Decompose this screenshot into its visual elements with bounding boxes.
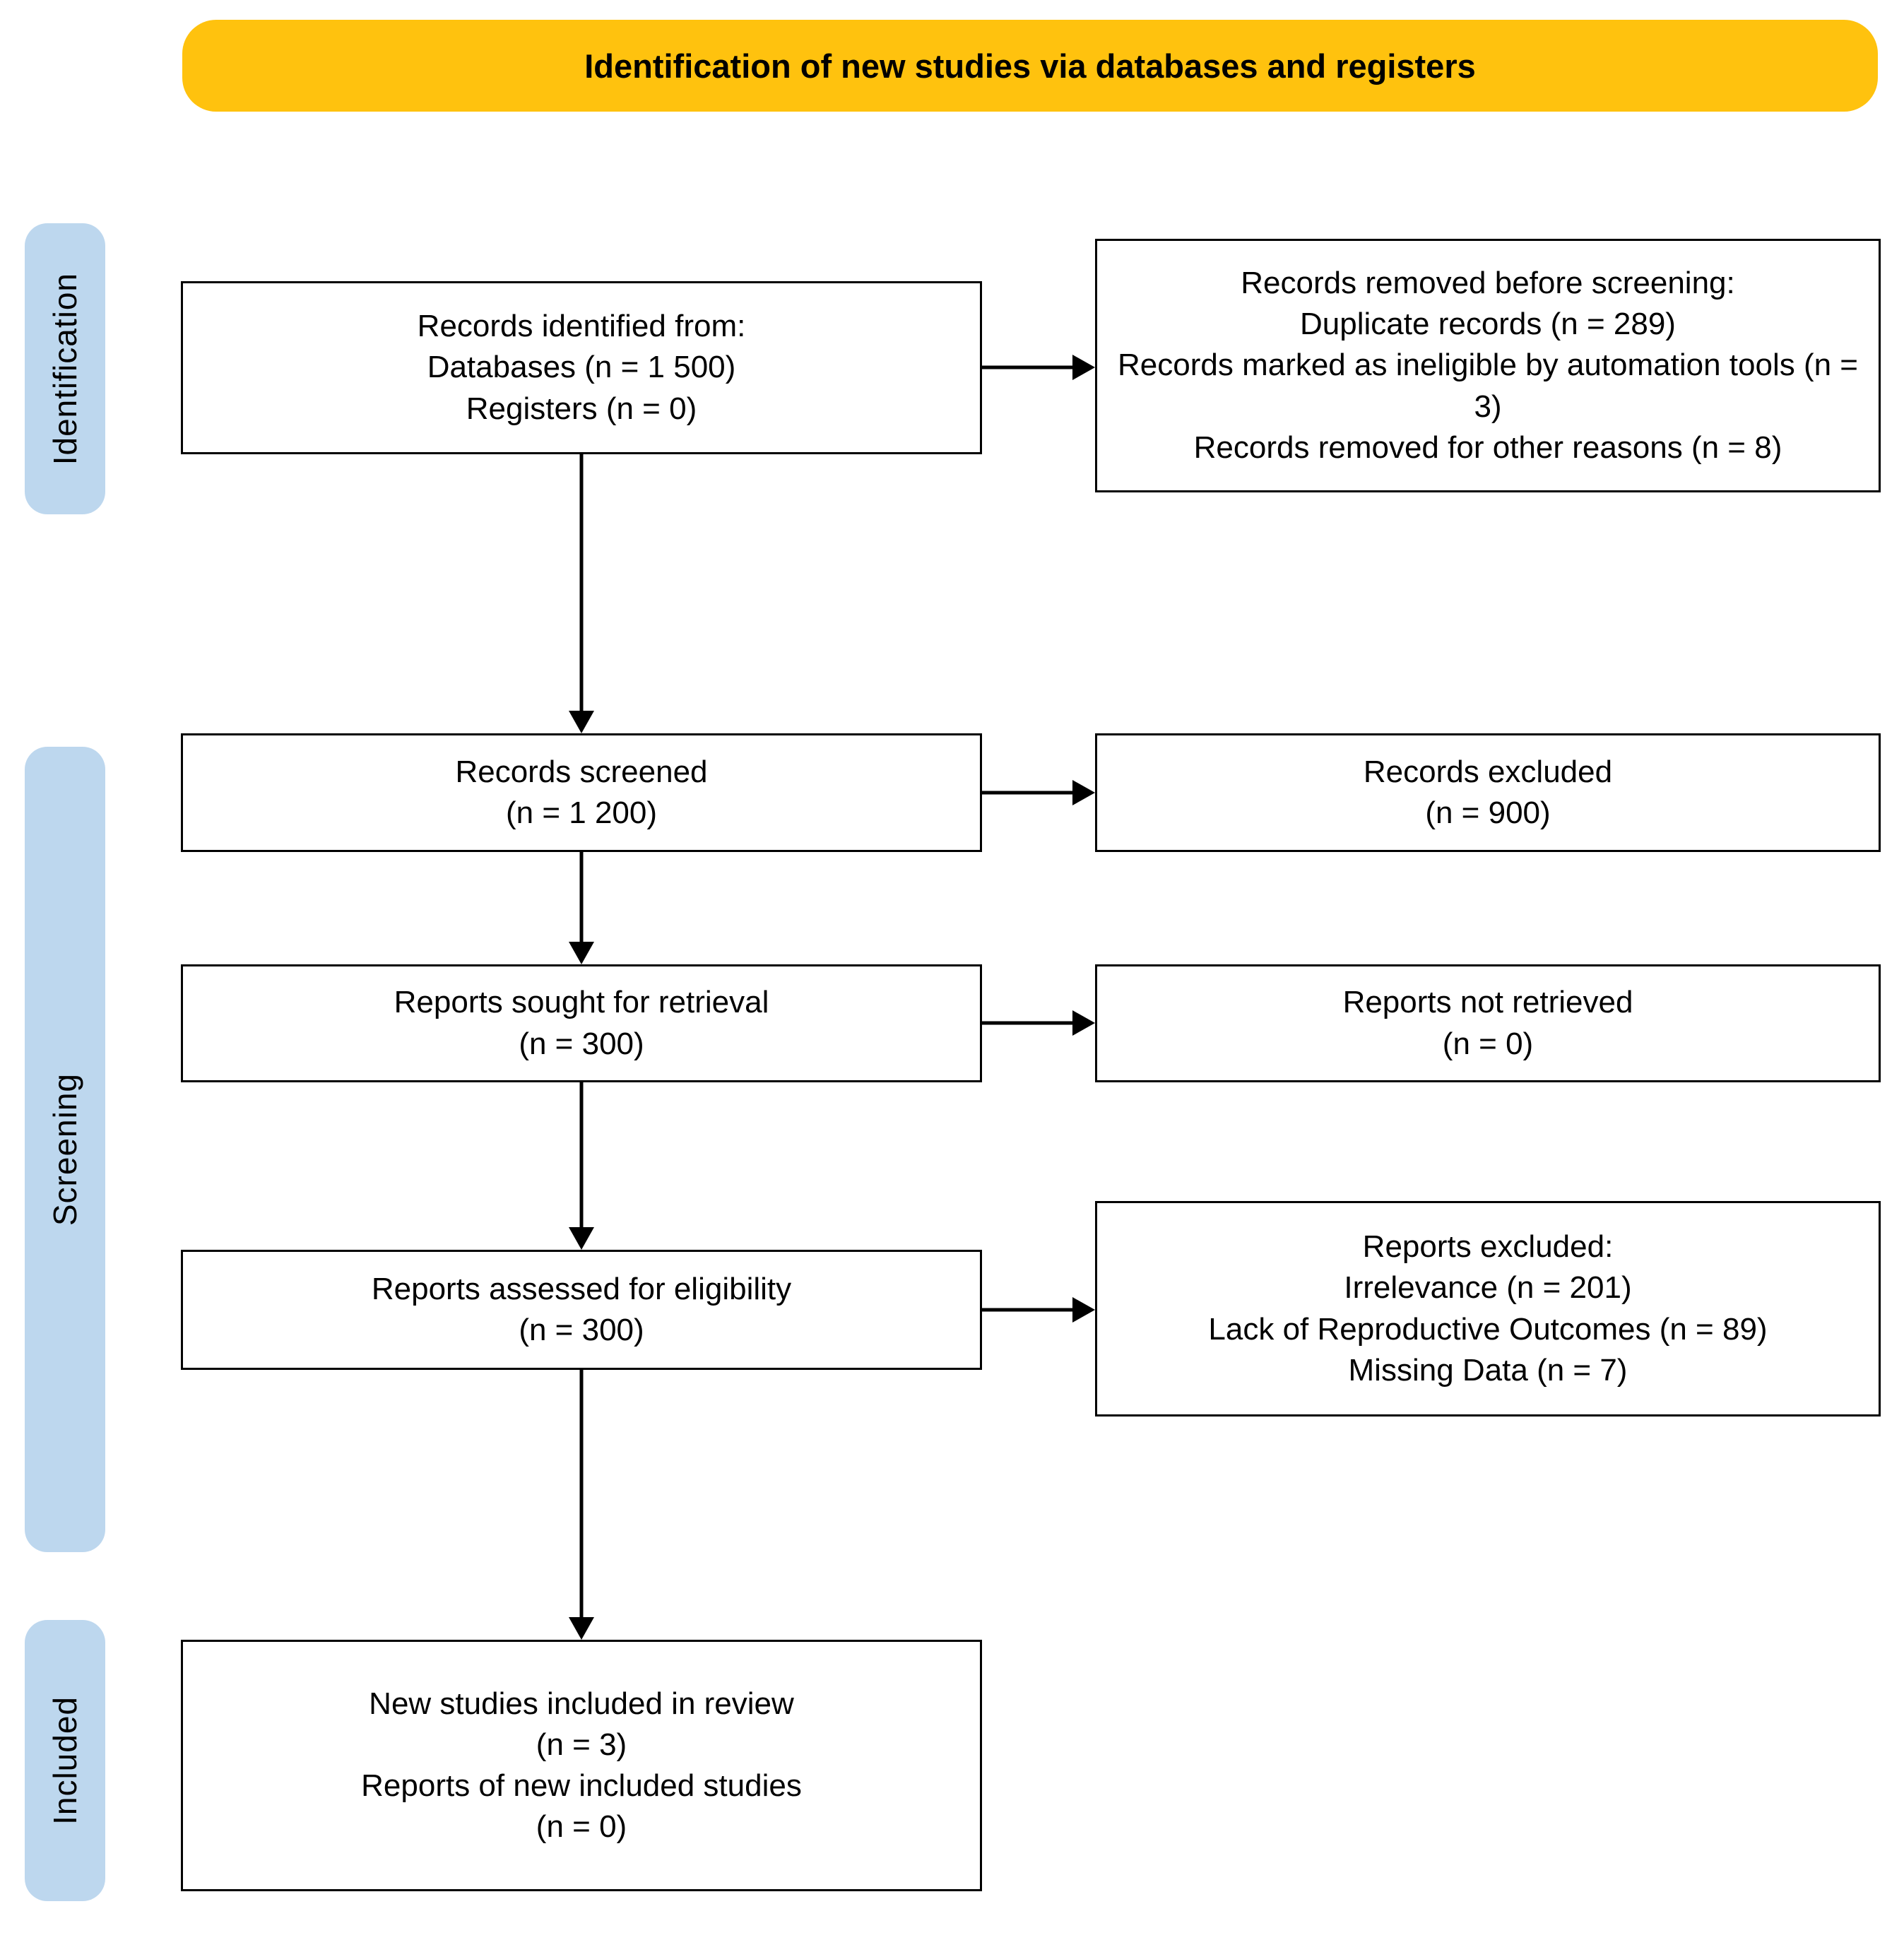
box-reports-not-retrieved (1095, 964, 1881, 1082)
box-records-screened (181, 733, 982, 852)
box-line: Missing Data (n = 7) (1348, 1352, 1628, 1388)
box-line: Reports sought for retrieval (394, 985, 769, 1020)
box-line: Databases (n = 1 500) (427, 350, 736, 385)
box-line: (n = 900) (1425, 795, 1551, 830)
box-new-studies-included (181, 1640, 982, 1891)
stage-label-screening-text: Screening (47, 1072, 83, 1226)
stage-label-screening (25, 747, 105, 1552)
box-line: (n = 0) (536, 1809, 627, 1845)
box-line: Reports excluded: (1362, 1229, 1614, 1265)
box-line: Reports not retrieved (1342, 985, 1633, 1020)
box-line: Reports assessed for eligibility (371, 1271, 792, 1306)
box-line: Records screened (455, 754, 708, 789)
arrow-sought-to-not-retrieved (982, 1009, 1095, 1037)
box-line: (n = 300) (519, 1313, 644, 1347)
box-line: (n = 3) (536, 1727, 627, 1762)
box-line: Records removed before screening: (1241, 266, 1735, 301)
box-line: Records excluded (1363, 754, 1613, 789)
box-line: Duplicate records (n = 289) (1300, 307, 1676, 342)
stage-label-included (25, 1620, 105, 1901)
box-line: (n = 0) (1442, 1026, 1534, 1061)
box-records-excluded (1095, 733, 1881, 852)
box-line: (n = 1 200) (505, 795, 658, 830)
arrow-assessed-to-reports-excluded (982, 1296, 1095, 1324)
box-line: Records identified from: (417, 309, 746, 344)
arrow-screened-to-excluded (982, 779, 1095, 807)
arrow-assessed-to-included (567, 1370, 596, 1640)
stage-label-identification (25, 223, 105, 514)
box-line: Records marked as ineligible by automation tools (n = 3) (1118, 348, 1858, 424)
box-reports-sought (181, 964, 982, 1082)
box-reports-excluded (1095, 1201, 1881, 1416)
box-line: Lack of Reproductive Outcomes (n = 89) (1208, 1311, 1768, 1347)
stage-label-included-text: Included (47, 1696, 83, 1825)
box-line: New studies included in review (369, 1686, 794, 1721)
box-records-removed (1095, 239, 1881, 492)
box-line: Records removed for other reasons (n = 8) (1193, 430, 1782, 465)
box-reports-assessed (181, 1250, 982, 1370)
box-line: Reports of new included studies (361, 1768, 802, 1803)
box-line: Irrelevance (n = 201) (1344, 1270, 1632, 1306)
arrow-screened-to-sought (567, 852, 596, 964)
stage-label-identification-text: Identification (47, 272, 83, 466)
banner-title: Identification of new studies via databases and registers (584, 47, 1476, 85)
arrow-identified-to-screened (567, 454, 596, 733)
banner (182, 20, 1878, 112)
box-line: (n = 300) (519, 1026, 644, 1061)
box-records-identified (181, 281, 982, 454)
arrow-identified-to-removed (982, 353, 1095, 382)
arrow-sought-to-assessed (567, 1082, 596, 1250)
box-line: Registers (n = 0) (466, 391, 697, 426)
